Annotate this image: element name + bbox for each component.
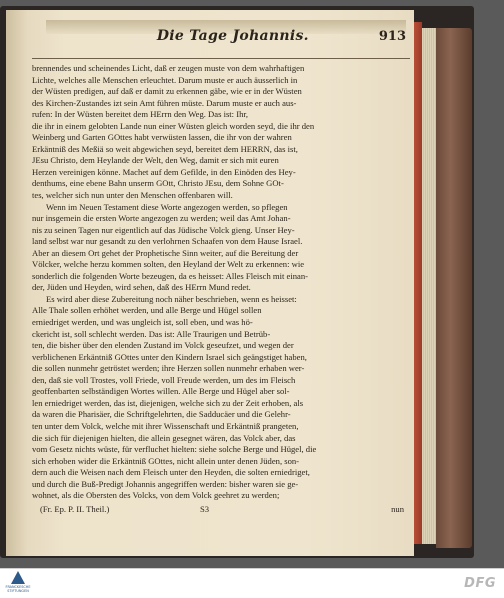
text-line: denthums, eine ebene Bahn unserm GOtt, Christo JEsu, dem Sohne GOt- (32, 178, 284, 189)
page-number: 913 (378, 29, 406, 44)
text-line: da waren die Pharisäer, die Schriftgelehrten, die Sadducäer und die Gelehr- (32, 409, 291, 420)
page-footer (32, 504, 410, 518)
dfg-logo[interactable]: DFG (464, 576, 496, 591)
foundation-mark-icon (11, 571, 25, 584)
text-line: JEsu Christo, dem Heylande der Welt, den Weg, damit er sich mit euren (32, 155, 279, 166)
text-line: Wenn im Neuen Testament diese Worte angezogen werden, so pflegen (46, 201, 288, 212)
text-line: len erniedriget werden, das ist, diejenigen, welche sich zu der Zeit erhoben, als (32, 397, 304, 408)
volume-signature: (Fr. Ep. P. II. Theil.) (40, 503, 110, 514)
text-line: die sich für diejenigen hielten, die allein gesegnet wären, das Volck aber, das (32, 432, 296, 443)
text-line: der Wüsten predigen, auf daß er damit zu erkennen gäbe, wie er in der Wüsten (32, 86, 302, 97)
text-line: Völcker, welche herzu kommen solten, den Heyland der Welt zu erkennen: wie (32, 259, 305, 270)
catchword: nun (391, 503, 404, 514)
text-line: den, daß sie voll Trostes, voll Friede, voll Freude werden, um des im Fleisch (32, 374, 296, 385)
text-line: Herzen vereinigen könne. Machet auf dem Gefilde, in den Einöden des Hey- (32, 166, 296, 177)
page-header (32, 28, 410, 59)
text-line: Aber an diesem Ort gehet der Prophetische Sinn weiter, auf die Bereitung der (32, 247, 299, 258)
text-line: land selbst war nur gesandt zu den verlohrnen Schaafen von dem Hause Israel. (32, 236, 303, 247)
running-title: Die Tage Johannis. (156, 28, 309, 44)
book-cover-edge (436, 28, 472, 548)
signature-mark: S3 (200, 503, 210, 514)
text-line: ckericht ist, soll schlecht werden. Das ist: Alle Traurigen und Betrüb- (32, 328, 271, 339)
text-line: vom Gesetz nichts wüste, für verfluchet hielten: siehe solche Berge und Hügel, die (32, 444, 317, 455)
text-line: nur insgemein die ersten Worte angezogen zu werden; weil das Amt Johan- (32, 213, 291, 224)
text-line: sonderlich die folgenden Worte bezeugen, da es heisset: Alles Fleisch mit einan- (32, 270, 308, 281)
text-line: Es wird aber diese Zubereitung noch näher beschrieben, wenn es heisset: (46, 293, 297, 304)
text-line: rufen: In der Wüsten bereitet dem HErrn den Weg. Das ist: Ihr, (32, 109, 249, 120)
text-line: die sollen nunmehr getröstet werden; ihre Herzen sollen nunmehr erhaben wer- (32, 363, 305, 374)
text-line: geoffenbarten selbständigen Wortes willen. Alle Berge und Hügel aber sol- (32, 386, 290, 397)
text-line: sich erhoben wider die Erkäntniß GOttes, nicht allein unter denen Jüden, son- (32, 455, 300, 466)
text-line: nis zu seinen Tagen nur eigentlich auf das Jüdische Volck gieng. Unser Hey- (32, 224, 295, 235)
page-text-block (32, 28, 410, 518)
left-logo-text: FRANCKESCHE STIFTUNGEN (5, 585, 31, 593)
text-line: Lichte, welches alle Menschen erleuchtet. Darum muste er auch äusserlich in (32, 74, 298, 85)
body-text (32, 63, 410, 502)
text-line: und durch die Buß-Predigt Johannis angegriffen werden: bisher waren sie ge- (32, 478, 299, 489)
text-line: die ihr in einem gelobten Lande nun einer Wüsten gleich worden seyd, die ihr den (32, 120, 315, 131)
text-line: ten, die bisher über den elenden Zustand im Volck geseufzet, und wegen der (32, 340, 294, 351)
text-line: ten unter dem Volck, welche mit ihrer Wissenschaft und Erkäntniß prangeten, (32, 420, 299, 431)
text-line: verblichenen Erkäntniß GOttes unter den Kindern Israel sich geängstiget haben, (32, 351, 307, 362)
text-line: dern auch die Weisen nach dem Fleisch unter den Heyden, die solten erniedriget, (32, 467, 310, 478)
text-line: des Kirchen-Zustandes izt sein Amt führen müste. Darum muste er auch aus- (32, 97, 297, 108)
text-line: Alle Thale sollen erhöhet werden, und alle Berge und Hügel sollen (32, 305, 262, 316)
text-line: brennendes und scheinendes Licht, daß er zeugen muste von dem wahrhaftigen (32, 63, 305, 73)
bottom-bar (0, 568, 504, 598)
text-line: Weinberg und Garten GOttes habt verwüsten lassen, die ihr von der wahren (32, 132, 292, 143)
text-line: Erkäntniß des Meßiä so weit abgewichen seyd, bereitet dem HERRN, das ist, (32, 143, 298, 154)
text-line: tes, welcher sich nun unter den Menschen offenbaren will. (32, 190, 233, 201)
text-line: erniedriget werden, und was ungleich ist, soll eben, und was hö- (32, 317, 253, 328)
text-line: wohnet, als die Obersten des Volcks, von dem Volck geehret zu werden; (32, 490, 280, 501)
text-line: der, Jüden und Heyden, wird sehen, daß des HErrn Mund redet. (32, 282, 251, 293)
franckesche-stiftungen-logo[interactable] (4, 571, 32, 596)
book-page (6, 10, 414, 556)
